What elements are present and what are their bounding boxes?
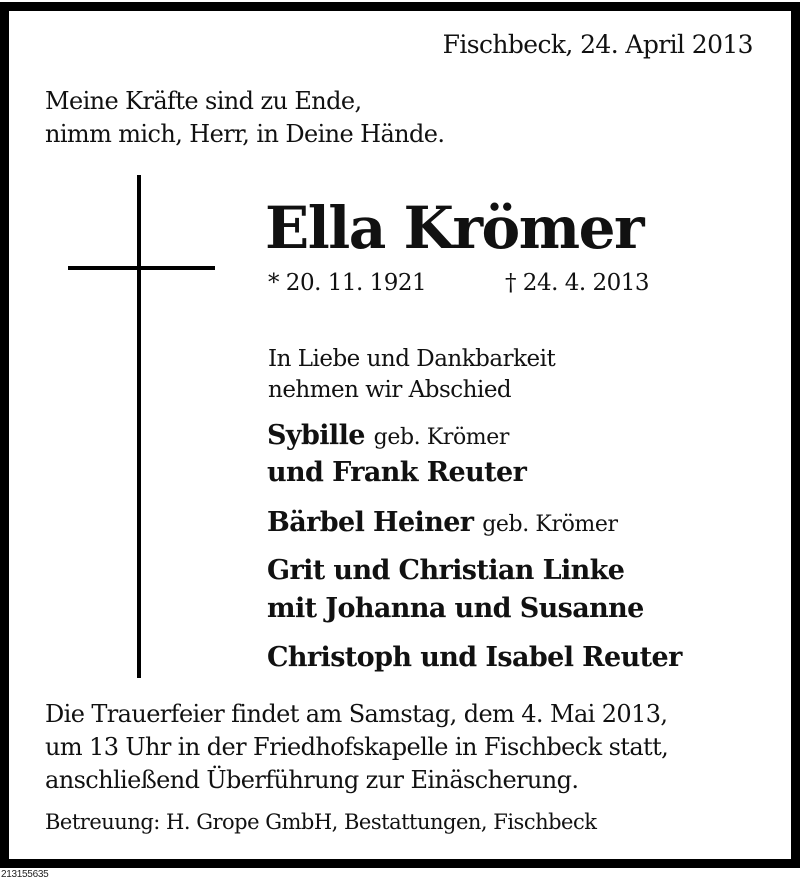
mourner-name: Grit und Christian Linke <box>267 555 625 586</box>
funeral-line: anschließend Überführung zur Einäscherung. <box>45 766 579 794</box>
mourner-note: geb. Krömer <box>482 512 618 537</box>
mourner-name: Sybille <box>267 420 365 451</box>
mourner-note: geb. Krömer <box>373 425 510 450</box>
funeral-line: Die Trauerfeier findet am Samstag, dem 4. Mai 2013, <box>45 700 668 728</box>
verse-line: nimm mich, Herr, in Deine Hände. <box>45 120 445 148</box>
mourner-name: Bärbel Heiner <box>267 507 474 538</box>
farewell-line: nehmen wir Abschied <box>268 377 512 403</box>
mourner <box>267 591 644 627</box>
mourner <box>267 418 509 456</box>
place-date: Fischbeck, 24. April 2013 <box>442 30 753 59</box>
death-date: † 24. 4. 2013 <box>505 270 649 296</box>
mourner <box>267 505 618 543</box>
deceased-name: Ella Krömer <box>265 194 644 262</box>
mourner-name: mit Johanna und Susanne <box>267 593 644 624</box>
farewell-text <box>268 344 555 406</box>
cross-icon <box>137 175 141 678</box>
verse-line: Meine Kräfte sind zu Ende, <box>45 87 362 115</box>
mourner <box>267 553 624 589</box>
verse <box>45 85 444 151</box>
mourner-name: Christoph und Isabel Reuter <box>267 642 682 673</box>
mourner-name: und Frank Reuter <box>267 457 527 488</box>
funeral-line: um 13 Uhr in der Friedhofskapelle in Fischbeck statt, <box>45 733 669 761</box>
cross-icon-bar <box>68 266 215 270</box>
funeral-info <box>45 698 668 797</box>
birth-date: * 20. 11. 1921 <box>268 270 427 296</box>
ad-id: 213155635 <box>1 869 49 880</box>
mourner <box>267 455 526 491</box>
farewell-line: In Liebe und Dankbarkeit <box>268 346 556 372</box>
mourner <box>267 640 682 676</box>
undertaker: Betreuung: H. Grope GmbH, Bestattungen, Fischbeck <box>45 810 597 834</box>
